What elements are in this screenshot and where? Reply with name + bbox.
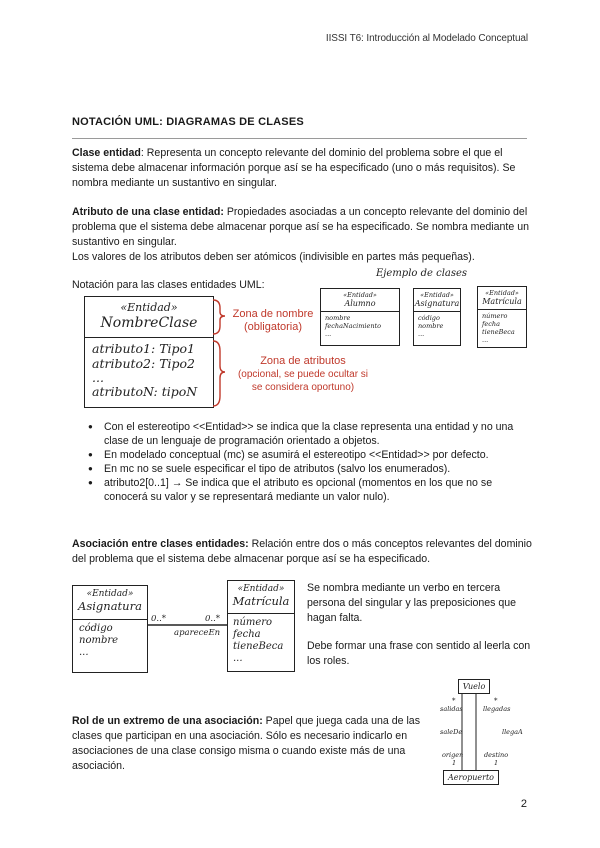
side-text-1: Se nombra mediante un verbo en tercera persona del singular y las preposiciones que hagan falta. bbox=[307, 582, 517, 624]
example-asignatura-attr-1: código bbox=[418, 314, 440, 322]
example-alumno-attr-3: ... bbox=[325, 330, 332, 338]
example-matricula-attr-4: ... bbox=[482, 336, 489, 344]
vuelo-assoc-llegaA: llegaA bbox=[502, 728, 523, 736]
aeropuerto-name: Aeropuerto bbox=[447, 773, 494, 782]
section-title: NOTACIÓN UML: DIAGRAMAS DE CLASES bbox=[72, 116, 304, 128]
atributo-term: Atributo de una clase entidad: bbox=[72, 206, 224, 218]
uml-attr-2: atributo2: Tipo2 bbox=[92, 356, 196, 371]
list-item: ● En mc no se suele especificar el tipo de atributos (salvo los enumerados). bbox=[88, 462, 528, 476]
zona-atributos-sub1: (opcional, se puede ocultar si bbox=[237, 369, 369, 380]
uml-attr-1: atributo1: Tipo1 bbox=[92, 341, 196, 356]
atributo-text2: Los valores de los atributos deben ser atómicos (indivisible en partes más pequeñas). bbox=[72, 251, 475, 263]
vuelo-name: Vuelo bbox=[462, 682, 486, 691]
example-matricula-name: Matrícula bbox=[482, 297, 522, 306]
assoc-matricula-attr-1: número bbox=[233, 617, 273, 628]
example-matricula-attrs bbox=[478, 309, 526, 344]
uml-attr-dots: ... bbox=[92, 370, 104, 385]
rol-term: Rol de un extremo de una asociación: bbox=[72, 715, 263, 727]
ejemplo-label: Ejemplo de clases bbox=[376, 268, 468, 279]
vuelo-assoc-saleDe: saleDe bbox=[440, 728, 463, 736]
assoc-label: apareceEn bbox=[174, 628, 221, 638]
uml-class-template bbox=[84, 296, 214, 408]
assoc-asignatura-attr-2: nombre bbox=[79, 635, 119, 646]
assoc-class-asignatura bbox=[72, 585, 148, 673]
vuelo-role-salidas: salidas bbox=[440, 705, 463, 713]
example-alumno-attr-2: fechaNacimiento bbox=[325, 322, 382, 330]
example-class-asignatura bbox=[413, 288, 461, 346]
aeropuerto-class bbox=[443, 770, 499, 785]
page-number: 2 bbox=[520, 798, 527, 810]
uml-attr-section bbox=[85, 337, 213, 400]
example-matricula-stereotype: «Entidad» bbox=[485, 289, 519, 297]
list-item: ● atributo2[0..1] → Se indica que el atributo es opcional (momentos en los que no se conocerá su valor y se representará mediante un valor nulo). bbox=[88, 476, 528, 504]
assoc-asignatura-attr-1: código bbox=[79, 623, 113, 634]
vuelo-star-right: * bbox=[494, 697, 498, 705]
clase-entidad-paragraph bbox=[72, 146, 532, 191]
list-item: ● En modelado conceptual (mc) se asumirá el estereotipo <<Entidad>> por defecto. bbox=[88, 448, 528, 462]
example-alumno-attr-1: nombre bbox=[325, 314, 351, 322]
example-asignatura-attr-2: nombre bbox=[418, 322, 444, 330]
zona-nombre-note bbox=[226, 308, 320, 334]
asociacion-paragraph bbox=[72, 537, 532, 567]
clase-entidad-text: : Representa un concepto relevante del dominio del problema sobre el que el sistema debe almacenar información porque así se ha especificado (uno o más requisitos). Se nombra mediante un sustantivo en singular. bbox=[72, 147, 516, 189]
zona-nombre-title: Zona de nombre bbox=[232, 308, 314, 320]
vuelo-role-llegadas: llegadas bbox=[483, 705, 511, 713]
example-alumno-attrs bbox=[321, 311, 399, 338]
example-asignatura-attrs bbox=[414, 311, 460, 338]
notes-list bbox=[88, 420, 528, 504]
assoc-matricula-attr-4: ... bbox=[233, 653, 243, 664]
clase-entidad-term: Clase entidad bbox=[72, 147, 141, 159]
uml-attr-n: atributoN: tipoN bbox=[92, 384, 198, 399]
page-header: IISSI T6: Introducción al Modelado Conceptual bbox=[325, 33, 528, 44]
assoc-asignatura-name: Asignatura bbox=[78, 599, 142, 613]
example-class-matricula bbox=[477, 286, 527, 348]
uml-class-name: NombreClase bbox=[100, 315, 198, 331]
brace-nombre bbox=[213, 300, 225, 334]
zona-nombre-sub: (obligatoria) bbox=[243, 321, 303, 333]
asociacion-term: Asociación entre clases entidades: bbox=[72, 538, 249, 550]
side-text-2: Debe formar una frase con sentido al leerla con los roles. bbox=[307, 640, 531, 667]
assoc-asignatura-stereotype: «Entidad» bbox=[86, 589, 134, 599]
assoc-matricula-attr-3: tieneBeca bbox=[233, 641, 284, 652]
vuelo-one-left: 1 bbox=[452, 759, 457, 767]
assoc-matricula-attr-2: fecha bbox=[233, 629, 261, 640]
vuelo-class bbox=[458, 679, 490, 694]
mult-right: 0..* bbox=[205, 614, 221, 624]
example-class-alumno bbox=[320, 288, 400, 346]
example-asignatura-attr-3: ... bbox=[418, 330, 425, 338]
example-matricula-attr-1: número bbox=[482, 312, 508, 320]
example-matricula-attr-2: fecha bbox=[482, 320, 500, 328]
example-alumno-name: Alumno bbox=[344, 299, 376, 308]
example-alumno-stereotype: «Entidad» bbox=[343, 291, 377, 299]
vuelo-star-left: * bbox=[452, 697, 456, 705]
mult-left: 0..* bbox=[151, 614, 167, 624]
assoc-matricula-attrs bbox=[228, 613, 294, 665]
example-matricula-attr-3: tieneBeca bbox=[482, 328, 515, 336]
zona-atributos-title: Zona de atributos bbox=[260, 355, 346, 367]
vuelo-role-origen: origen bbox=[442, 751, 464, 759]
brace-atributos bbox=[213, 341, 225, 406]
example-asignatura-stereotype: «Entidad» bbox=[420, 291, 454, 299]
list-item: ● Con el estereotipo <<Entidad>> se indica que la clase representa una entidad y no una clase de un lenguaje de programación orientado a objetos. bbox=[88, 420, 528, 448]
rol-text: Papel que juega cada una de las clases que participan en una asociación. Sólo es necesario indicarlo en asociaciones de una clase consigo misma o cuando existe más de una asociación. bbox=[72, 715, 421, 772]
assoc-asignatura-attrs bbox=[73, 619, 147, 659]
notacion-label: Notación para las clases entidades UML: bbox=[72, 279, 265, 291]
zona-atributos-sub2: se considera oportuno) bbox=[251, 382, 355, 393]
assoc-class-matricula bbox=[227, 580, 295, 672]
assoc-matricula-name: Matrícula bbox=[232, 594, 290, 608]
asociacion-text: Relación entre dos o más conceptos relevantes del dominio del problema que el sistema debe almacenar porque así se ha especificado. bbox=[72, 538, 532, 565]
assoc-matricula-stereotype: «Entidad» bbox=[237, 584, 285, 594]
title-rule bbox=[72, 138, 527, 139]
assoc-asignatura-attr-3: ... bbox=[79, 647, 89, 658]
vuelo-one-right: 1 bbox=[494, 759, 499, 767]
zona-atributos-note bbox=[228, 355, 378, 394]
atributo-text: Propiedades asociadas a un concepto relevante del dominio del problema que el sistema debe almacenar porque así se ha especificado. Se nombra mediante un sustantivo en singular. bbox=[72, 206, 529, 248]
atributo-paragraph bbox=[72, 205, 532, 265]
rol-paragraph bbox=[72, 714, 427, 774]
uml-stereotype: «Entidad» bbox=[120, 301, 178, 314]
vuelo-role-destino: destino bbox=[484, 751, 509, 759]
example-asignatura-name: Asignatura bbox=[414, 299, 460, 308]
